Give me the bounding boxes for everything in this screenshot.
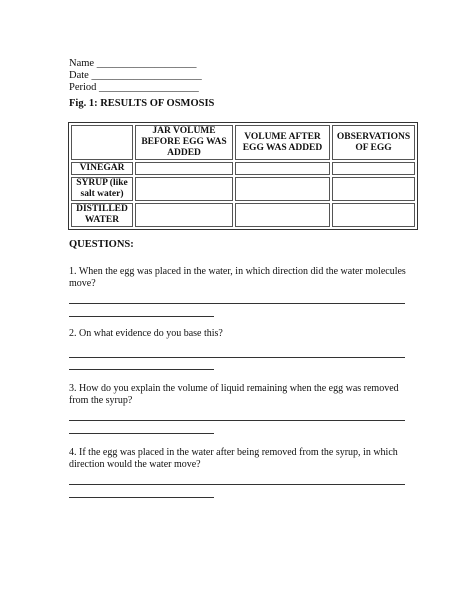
question-2: 2. On what evidence do you base this? bbox=[69, 328, 223, 339]
table-header-cell: VOLUME AFTER EGG WAS ADDED bbox=[235, 125, 330, 160]
row-label: SYRUP (like salt water) bbox=[71, 177, 133, 201]
table-cell[interactable] bbox=[235, 162, 330, 175]
answer-line[interactable] bbox=[69, 433, 214, 434]
date-field-label: Date _____________________ bbox=[69, 70, 202, 81]
answer-line[interactable] bbox=[69, 303, 405, 304]
answer-line[interactable] bbox=[69, 357, 405, 358]
table-row bbox=[71, 162, 415, 175]
table-row bbox=[71, 177, 415, 201]
table-cell[interactable] bbox=[332, 162, 415, 175]
table-cell[interactable] bbox=[135, 177, 233, 201]
table-cell[interactable] bbox=[135, 203, 233, 227]
table-cell[interactable] bbox=[332, 177, 415, 201]
table-row bbox=[71, 203, 415, 227]
row-label: DISTILLED WATER bbox=[71, 203, 133, 227]
table-header-cell: JAR VOLUME BEFORE EGG WAS ADDED bbox=[135, 125, 233, 160]
questions-heading: QUESTIONS: bbox=[69, 239, 134, 250]
table-cell[interactable] bbox=[235, 177, 330, 201]
answer-line[interactable] bbox=[69, 420, 405, 421]
question-1: 1. When the egg was placed in the water, in which direction did the water molecules move? bbox=[69, 266, 406, 289]
name-field-label: Name ___________________ bbox=[69, 58, 197, 69]
answer-line[interactable] bbox=[69, 369, 214, 370]
question-3: 3. How do you explain the volume of liquid remaining when the egg was removed from the syrup? bbox=[69, 383, 399, 406]
row-label: VINEGAR bbox=[71, 162, 133, 175]
table-cell[interactable] bbox=[135, 162, 233, 175]
table-header-cell bbox=[71, 125, 133, 160]
table-header-row bbox=[71, 125, 415, 160]
osmosis-results-table bbox=[68, 122, 418, 230]
figure-title: Fig. 1: RESULTS OF OSMOSIS bbox=[69, 98, 215, 109]
answer-line[interactable] bbox=[69, 484, 405, 485]
table-cell[interactable] bbox=[332, 203, 415, 227]
answer-line[interactable] bbox=[69, 316, 214, 317]
answer-line[interactable] bbox=[69, 497, 214, 498]
table-cell[interactable] bbox=[235, 203, 330, 227]
table-header-cell: OBSERVATIONS OF EGG bbox=[332, 125, 415, 160]
question-4: 4. If the egg was placed in the water after being removed from the syrup, in which direction would the water move? bbox=[69, 447, 398, 470]
period-field-label: Period ___________________ bbox=[69, 82, 199, 93]
